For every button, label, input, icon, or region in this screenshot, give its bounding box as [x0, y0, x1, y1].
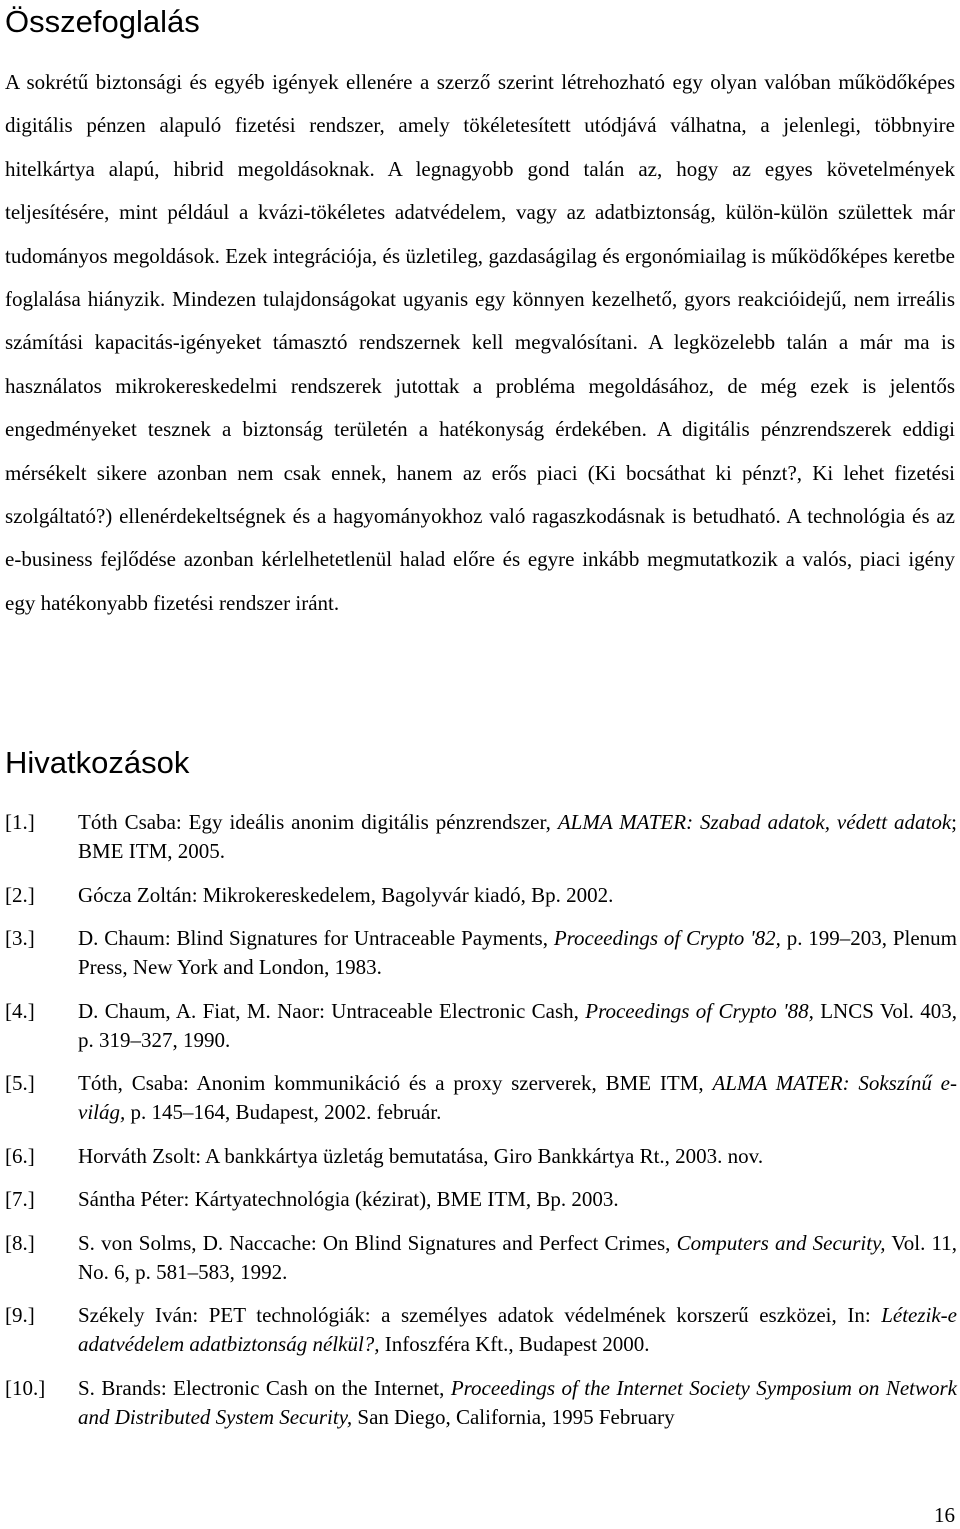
reference-segment: Tóth Csaba: Egy ideális anonim digitális pénzrendszer,: [78, 810, 558, 834]
reference-text: [78, 808, 957, 866]
reference-source-italic: Létezik-e adatvédelem adatbiztonság nélkül?,: [78, 1303, 957, 1356]
reference-text: [78, 1185, 957, 1214]
reference-number: [5.]: [5, 1071, 35, 1095]
reference-text: [78, 924, 957, 982]
summary-heading: Összefoglalás: [5, 4, 200, 39]
reference-segment: Székely Iván: PET technológiák: a személyes adatok védelmének korszerű eszközei, In:: [78, 1303, 882, 1327]
reference-segment: Infoszféra Kft., Budapest 2000.: [379, 1332, 650, 1356]
reference-item: [5, 881, 957, 910]
reference-segment: D. Chaum, A. Fiat, M. Naor: Untraceable Electronic Cash,: [78, 998, 586, 1023]
reference-text: [78, 1374, 957, 1432]
reference-segment: Sántha Péter: Kártyatechnológia (kézirat), BME ITM, Bp. 2003.: [78, 1187, 619, 1211]
reference-item: [5, 1069, 957, 1127]
reference-item: [5, 808, 957, 866]
reference-item: [5, 997, 957, 1055]
reference-segment: Gócza Zoltán: Mikrokereskedelem, Bagolyvár kiadó, Bp. 2002.: [78, 882, 614, 907]
reference-segment: D. Chaum: Blind Signatures for Untraceable Payments,: [78, 926, 554, 950]
reference-list: [5, 808, 957, 1446]
reference-source-italic: ALMA MATER: Sokszínű e-világ,: [78, 1071, 957, 1124]
reference-number: [1.]: [5, 810, 35, 834]
reference-source-italic: ALMA MATER: Szabad adatok, védett adatok: [557, 810, 952, 834]
reference-number: [7.]: [5, 1187, 35, 1211]
reference-segment: Vol. 11, No. 6, p. 581–583, 1992.: [78, 1230, 958, 1284]
page-number: 16: [934, 1503, 955, 1527]
references-heading: Hivatkozások: [5, 745, 190, 780]
reference-segment: p. 199–203, Plenum Press, New York and London, 1983.: [78, 926, 957, 979]
reference-number: [3.]: [5, 926, 35, 950]
reference-item: [5, 1374, 957, 1432]
reference-text: [78, 997, 957, 1055]
reference-text: [78, 1142, 957, 1171]
reference-source-italic: Computers and Security,: [676, 1230, 886, 1255]
reference-segment: Tóth, Csaba: Anonim kommunikáció és a proxy szerverek, BME ITM,: [78, 1071, 713, 1095]
reference-segment: S. Brands: Electronic Cash on the Internet,: [78, 1375, 451, 1400]
reference-item: [5, 924, 957, 982]
reference-text: [78, 1229, 957, 1287]
reference-text: [78, 1069, 957, 1127]
reference-number: [10.]: [5, 1375, 46, 1400]
reference-number: [9.]: [5, 1303, 35, 1327]
reference-text: [78, 1301, 957, 1359]
reference-number: [2.]: [5, 882, 35, 907]
reference-item: [5, 1229, 957, 1287]
reference-segment: Horváth Zsolt: A bankkártya üzletág bemutatása, Giro Bankkártya Rt., 2003. nov.: [78, 1143, 764, 1168]
reference-segment: ; BME ITM, 2005.: [78, 810, 957, 863]
reference-item: [5, 1301, 957, 1359]
reference-segment: San Diego, California, 1995 February: [352, 1404, 675, 1429]
summary-paragraph: A sokrétű biztonsági és egyéb igények ellenére a szerző szerint létrehozható egy olyan valóban működőképes digitális pénzen alapuló fizetési rendszer, amely tökéletesített utódjává válhatna, a jelenlegi, többnyire hitelkártya alapú, hibrid megoldásoknak. A legnagyobb gond talán az, hogy az egyes követelmények teljesítésére, mint például a kvázi-tökéletes adatvédelem, vagy az adatbiztonság, külön-külön születtek már tudományos megoldások. Ezek integrációja, és üzletileg, gazdaságilag és ergonómiailag is működőképes keretbe foglalása hiányzik. Mindezen tulajdonságokat ugyanis egy könnyen kezelhető, gyors reakcióidejű, nem irreális számítási kapacitás-igényeket támasztó rendszernek kell megvalósítani. A legközelebb talán a már ma is használatos mikrokereskedelmi rendszerek jutottak a probléma megoldásához, de még ezek is jelentős engedményeket tesznek a biztonság területén a hatékonyság érdekében. A digitális pénzrendszerek eddigi mérsékelt sikere azonban nem csak ennek, hanem az erős piaci (Ki bocsáthat ki pénzt?, Ki lehet fizetési szolgáltató?) ellenérdekeltségnek és a hagyományokhoz való ragaszkodásnak is betudható. A technológia és az e-business fejlődése azonban kérlelhetetlenül halad előre és egyre inkább megmutatkozik a valós, piaci igény egy hatékonyabb fizetési rendszer iránt.: [5, 70, 955, 615]
reference-number: [4.]: [5, 998, 35, 1023]
reference-segment: S. von Solms, D. Naccache: On Blind Signatures and Perfect Crimes,: [78, 1230, 677, 1255]
reference-source-italic: Proceedings of Crypto '82,: [553, 926, 781, 950]
reference-segment: p. 145–164, Budapest, 2002. február.: [125, 1100, 442, 1124]
reference-segment: LNCS Vol. 403, p. 319–327, 1990.: [78, 998, 957, 1052]
reference-source-italic: Proceedings of the Internet Society Symposium on Network and Distributed System Security,: [78, 1375, 958, 1429]
reference-number: [8.]: [5, 1230, 35, 1255]
reference-text: [78, 881, 957, 910]
reference-item: [5, 1142, 957, 1171]
reference-source-italic: Proceedings of Crypto '88,: [585, 998, 814, 1023]
reference-item: [5, 1185, 957, 1214]
reference-number: [6.]: [5, 1143, 35, 1168]
